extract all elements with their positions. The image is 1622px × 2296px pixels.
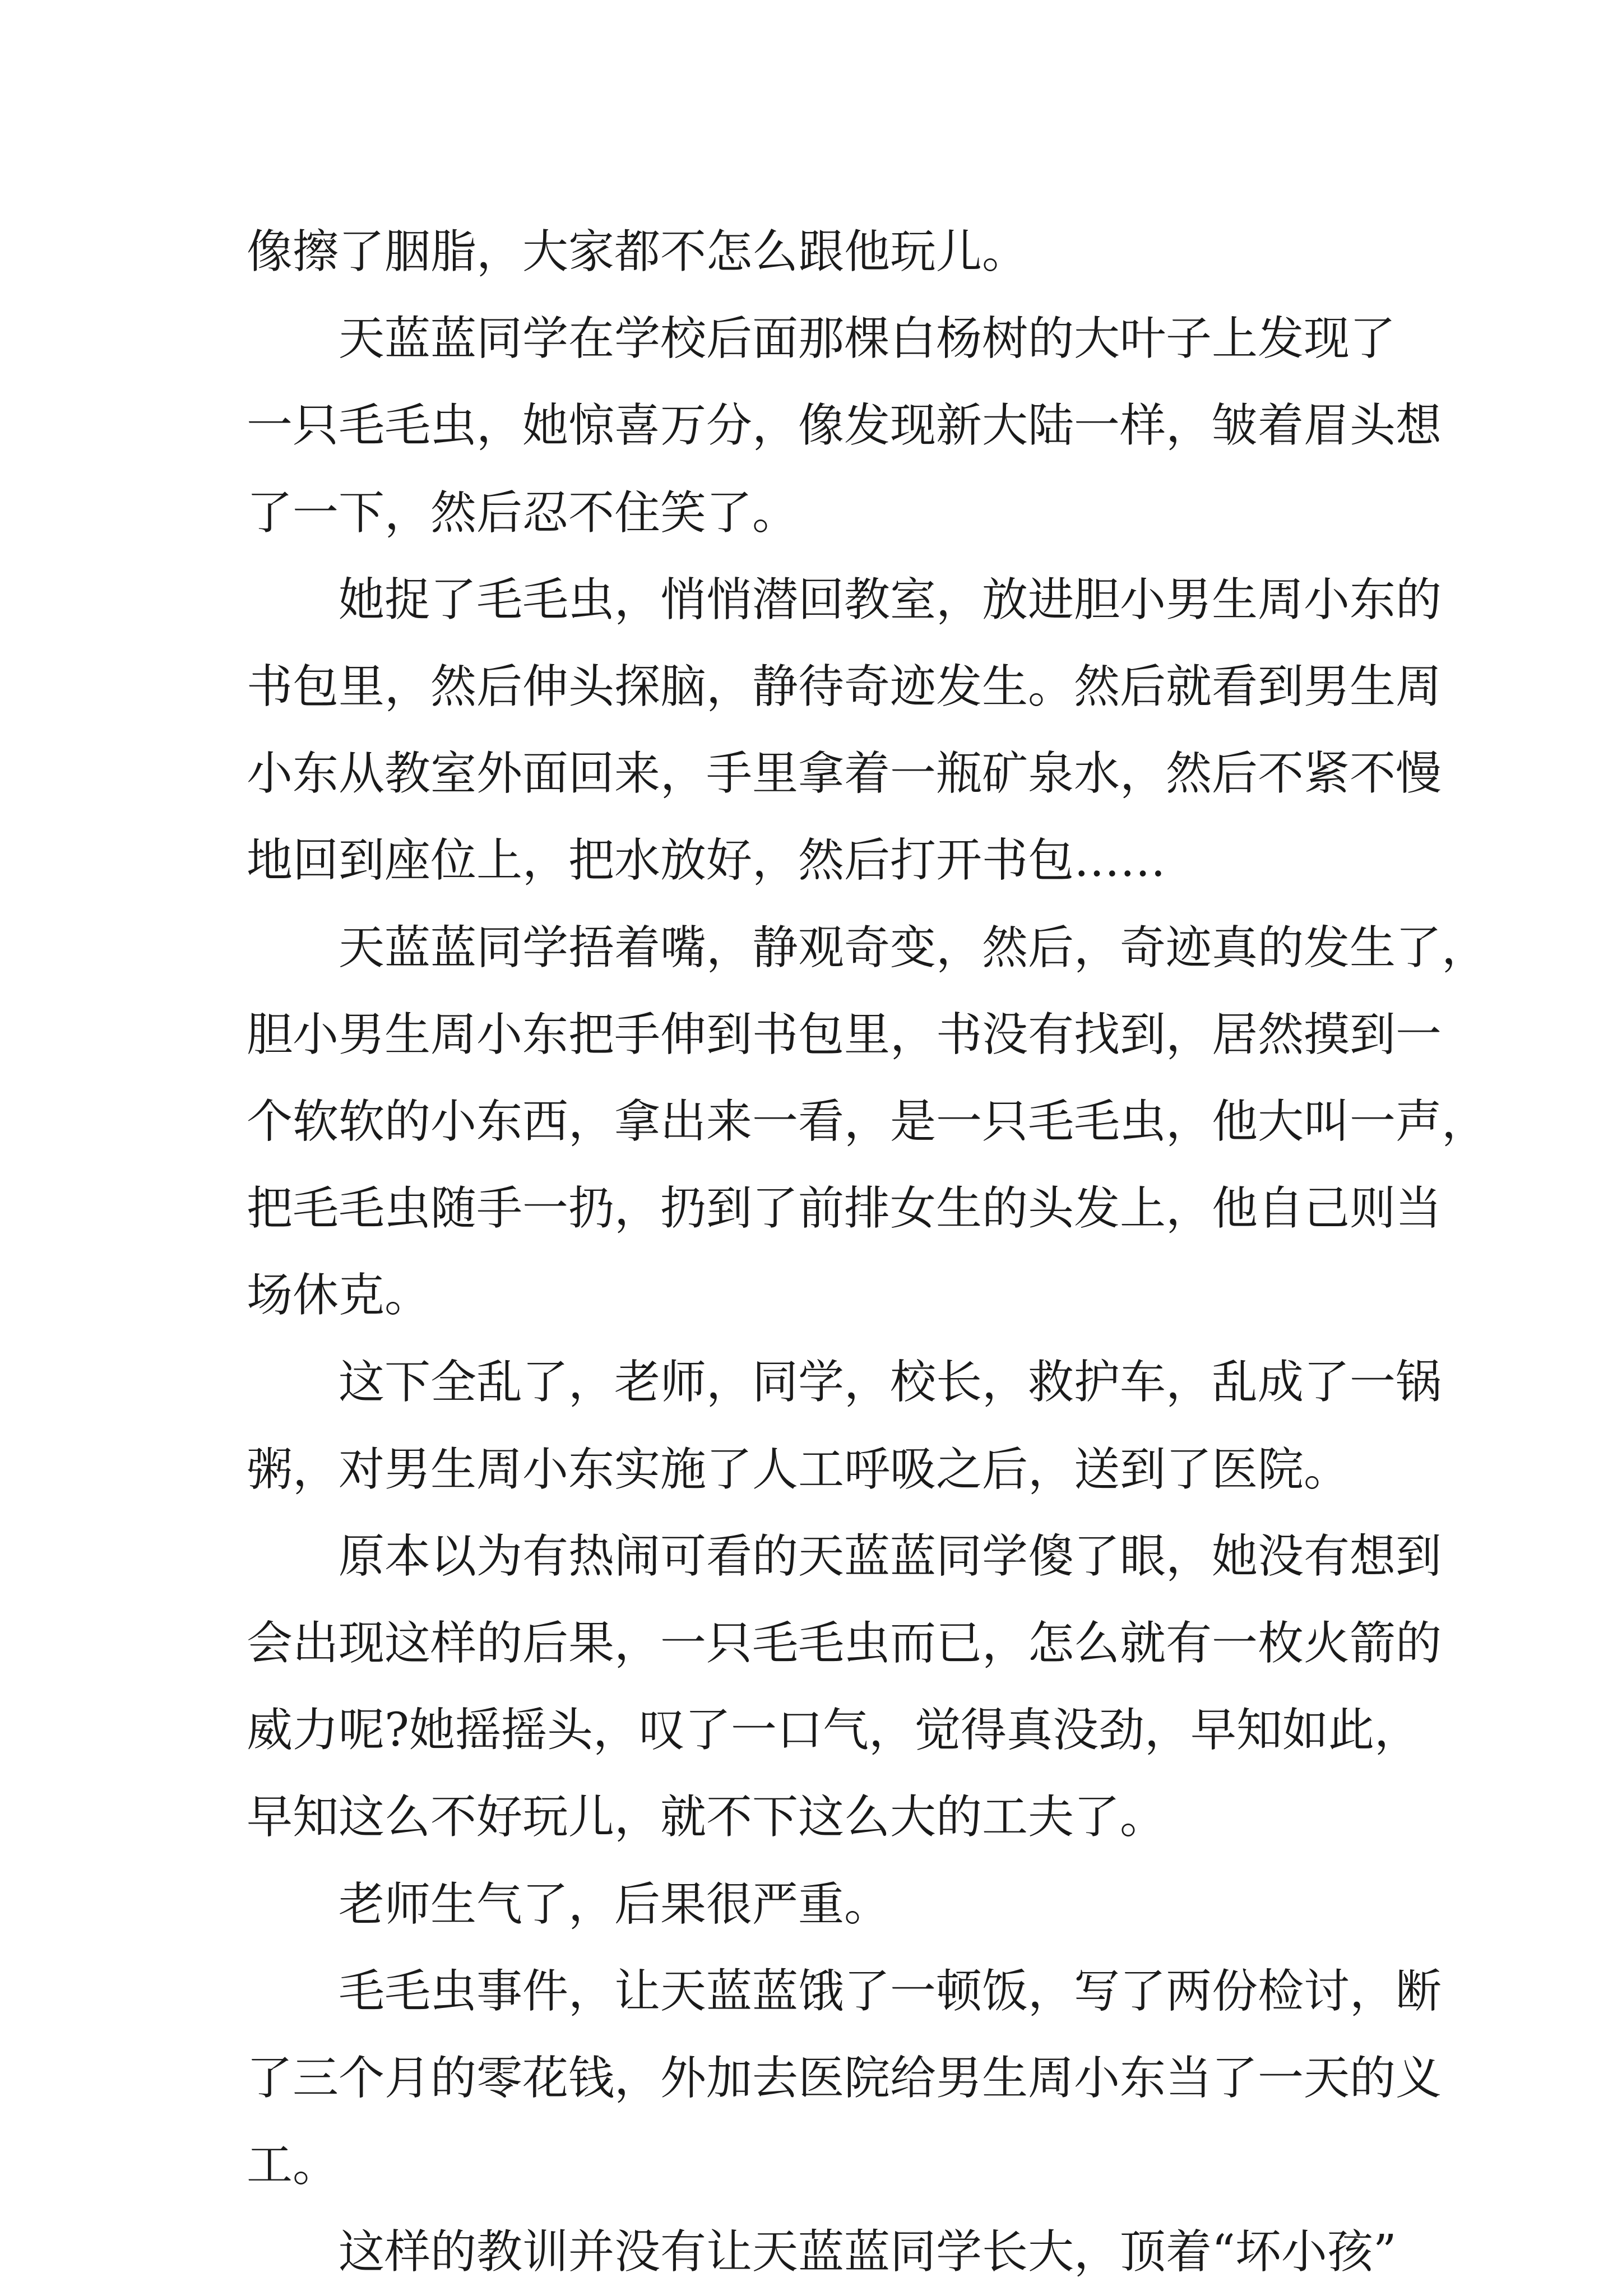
text-line: 天蓝蓝同学捂着嘴，静观奇变，然后，奇迹真的发生了， [339, 921, 1488, 975]
text-line: 原本以为有热闹可看的天蓝蓝同学傻了眼，她没有想到 [339, 1529, 1442, 1583]
text-line: 像擦了胭脂，大家都不怎么跟他玩儿。 [247, 225, 1028, 279]
text-line: 这下全乱了，老师，同学，校长，救护车，乱成了一锅 [339, 1356, 1442, 1409]
text-body [247, 208, 1488, 2296]
text-line: 这样的教训并没有让天蓝蓝同学长大，顶着“坏小孩” [339, 2225, 1397, 2279]
text-line: 了一下，然后忍不住笑了。 [247, 486, 799, 540]
text-line: 工。 [247, 2139, 339, 2192]
text-line: 书包里，然后伸头探脑，静待奇迹发生。然后就看到男生周 [247, 660, 1442, 713]
text-line: 早知这么不好玩儿，就不下这么大的工夫了。 [247, 1791, 1166, 1844]
text-line: 老师生气了，后果很严重。 [339, 1877, 891, 1931]
text-line: 一只毛毛虫，她惊喜万分，像发现新大陆一样，皱着眉头想 [247, 399, 1442, 453]
text-line: 天蓝蓝同学在学校后面那棵白杨树的大叶子上发现了 [339, 312, 1396, 366]
text-line: 粥，对男生周小东实施了人工呼吸之后，送到了医院。 [247, 1442, 1350, 1496]
text-line: 威力呢?她摇摇头，叹了一口气，觉得真没劲，早知如此， [247, 1704, 1420, 1757]
text-line: 会出现这样的后果，一只毛毛虫而已，怎么就有一枚火箭的 [247, 1617, 1442, 1670]
text-line: 地回到座位上，把水放好，然后打开书包…… [247, 834, 1166, 888]
text-line: 了三个月的零花钱，外加去医院给男生周小东当了一天的义 [247, 2051, 1442, 2105]
text-line: 场休克。 [247, 1269, 431, 1323]
text-line: 她捉了毛毛虫，悄悄潜回教室，放进胆小男生周小东的 [339, 573, 1442, 627]
text-line: 小东从教室外面回来，手里拿着一瓶矿泉水，然后不紧不慢 [247, 747, 1442, 801]
text-line: 胆小男生周小东把手伸到书包里，书没有找到，居然摸到一 [247, 1008, 1442, 1061]
text-line: 个软软的小东西，拿出来一看，是一只毛毛虫，他大叫一声， [247, 1094, 1488, 1148]
text-line: 毛毛虫事件，让天蓝蓝饿了一顿饭，写了两份检讨，断 [339, 1964, 1442, 2018]
text-line: 把毛毛虫随手一扔，扔到了前排女生的头发上，他自己则当 [247, 1182, 1442, 1236]
